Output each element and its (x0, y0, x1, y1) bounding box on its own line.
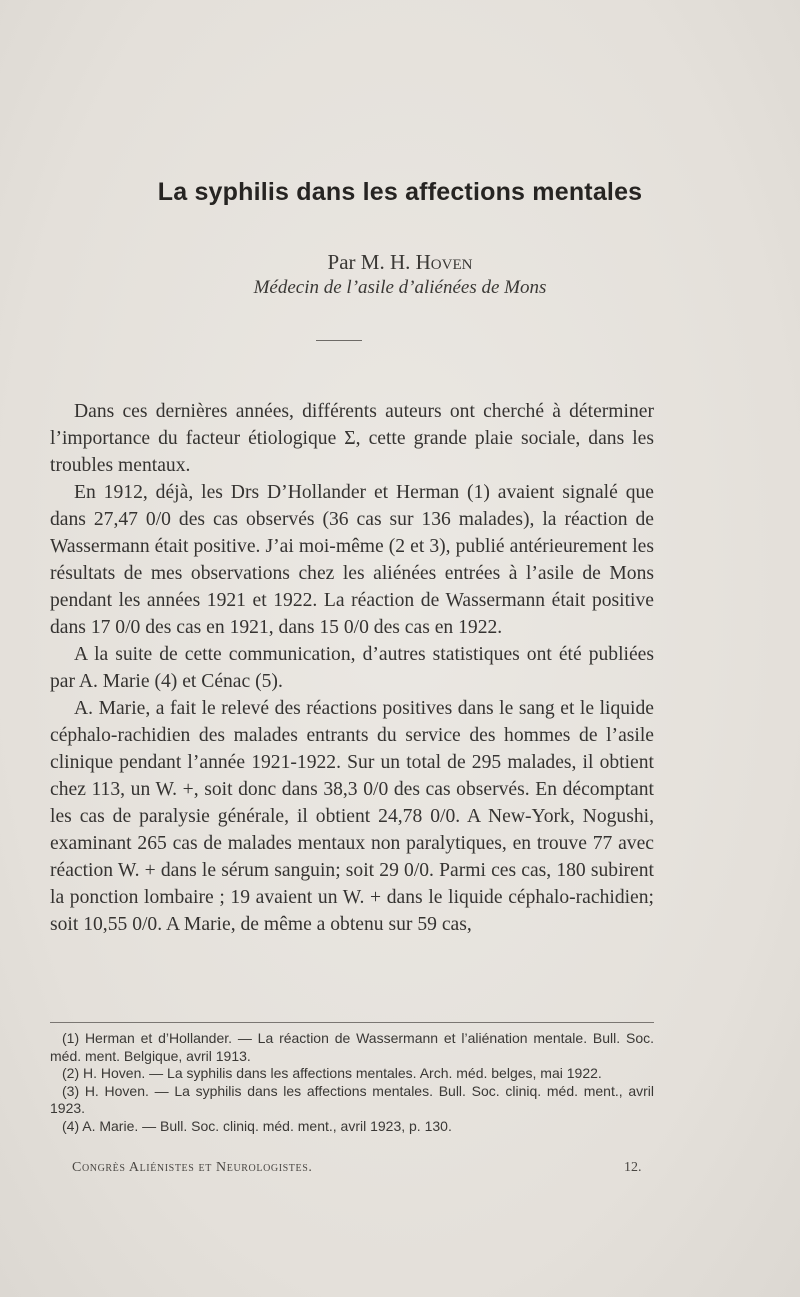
paragraph: Dans ces dernières années, différents auteurs ont cherché à déterminer l’importance du facteur étiologique Σ, cette grande plaie sociale, dans les troubles mentaux. (50, 401, 654, 476)
footnote: (1) Herman et d’Hollander. — La réaction de Wassermann et l’aliénation mentale. Bull. Soc. méd. ment. Belgique, avril 1913. (50, 1030, 654, 1064)
footnotes (50, 1030, 654, 1135)
running-footer: Congrès Aliénistes et Neurologistes. (72, 1160, 313, 1175)
paragraph: A la suite de cette communication, d’autres statistiques ont été publiées par A. Marie (4) et Cénac (5). (50, 644, 654, 692)
article-body (50, 398, 654, 938)
footnote: (4) A. Marie. — Bull. Soc. cliniq. méd. ment., avril 1923, p. 130. (62, 1117, 452, 1134)
footnote: (2) H. Hoven. — La syphilis dans les affections mentales. Arch. méd. belges, mai 1922. (62, 1065, 602, 1081)
footnote-rule (50, 1022, 654, 1023)
article-title: La syphilis dans les affections mentales (157, 178, 643, 206)
author-affiliation: Médecin de l’asile d’aliénées de Mons (253, 277, 547, 298)
title-separator (316, 340, 362, 341)
signature-mark: 12. (624, 1160, 642, 1175)
author-line (0, 250, 800, 275)
author-name: Hoven (415, 250, 473, 274)
paragraph: A. Marie, a fait le relevé des réactions positives dans le sang et le liquide céphalo-rachidien des malades entrants du service des hommes de l’asile clinique pendant l’année 1921-1922. Sur un total de 295 malades, il obtient chez 113, un W. +, soit donc dans 38,3 0/0 des cas observés. En décomptant les cas de paralysie générale, il obtient 24,78 0/0. A New-York, Nogushi, examinant 265 cas de malades mentaux non paralytiques, en trouve 77 avec réaction W. + dans le sérum sanguin; soit 29 0/0. Parmi ces cas, 180 subirent la ponction lombaire ; 19 avaient un W. + dans le liquide céphalo-rachidien; soit 10,55 0/0. A Marie, de même a obtenu sur 59 cas, (50, 698, 654, 935)
author-prefix: Par M. H. (327, 250, 416, 274)
footnote: (3) H. Hoven. — La syphilis dans les affections mentales. Bull. Soc. cliniq. méd. ment., avril 1923. (50, 1082, 654, 1116)
paragraph: En 1912, déjà, les Drs D’Hollander et Herman (1) avaient signalé que dans 27,47 0/0 des cas observés (36 cas sur 136 malades), la réaction de Wassermann était positive. J’ai moi-même (2 et 3), publié antérieurement les résultats de mes observations chez les aliénées entrées à l’asile de Mons pendant les années 1921 et 1922. La réaction de Wassermann était positive dans 17 0/0 des cas en 1921, dans 15 0/0 des cas en 1922. (50, 482, 654, 638)
